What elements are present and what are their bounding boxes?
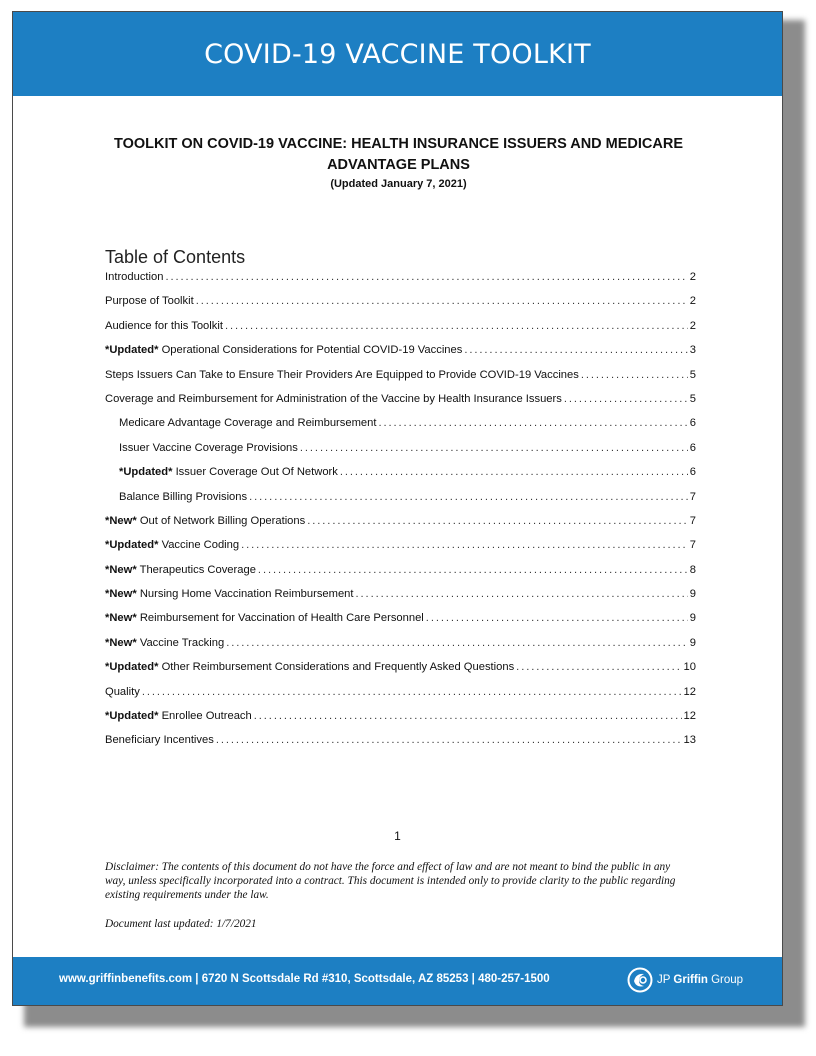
toc-entry-text: Nursing Home Vaccination Reimbursement: [136, 588, 354, 601]
toc-entry-text: Introduction: [105, 271, 164, 283]
toc-entry[interactable]: [105, 393, 696, 417]
toc-entry[interactable]: [105, 320, 696, 344]
toc-entry-title: [105, 661, 514, 673]
toc-entry[interactable]: [105, 661, 696, 685]
toc-entry-page: 5: [689, 368, 696, 381]
toc-entry-title: [105, 588, 354, 600]
toc-entry-page: 7: [689, 490, 696, 503]
toc-entry-title: [105, 271, 163, 283]
toc-entry-text: Vaccine Tracking: [136, 636, 225, 649]
toc-entry-text: Beneficiary Incentives: [105, 734, 214, 747]
toc-entry-page: 6: [689, 466, 696, 479]
logo-suffix: Group: [707, 974, 744, 986]
toc-entry[interactable]: [105, 466, 696, 490]
toc-dot-leader: [426, 612, 688, 624]
toc-entry-text: Therapeutics Coverage: [136, 563, 256, 576]
toc-dot-leader: [226, 637, 688, 649]
toc-entry-text: Reimbursement for Vaccination of Health Care Personnel: [136, 612, 424, 625]
toc-entry-text: Vaccine Coding: [158, 539, 240, 552]
toc-heading: Table of Contents: [105, 247, 246, 267]
toc-entry-tag: *New*: [105, 563, 137, 576]
toc-entry[interactable]: [105, 612, 696, 636]
toc-entry-page: 7: [689, 539, 696, 552]
toc-dot-leader: [581, 369, 688, 381]
toc-entry-tag: *New*: [105, 612, 137, 625]
logo-brand: Griffin: [673, 974, 708, 986]
toc-entry-page: 5: [689, 392, 696, 405]
toc-entry-title: [119, 417, 376, 429]
toc-entry-title: [105, 710, 252, 722]
toc-entry-page: 6: [689, 417, 696, 430]
toc-entry-title: [119, 491, 247, 503]
toc-entry[interactable]: [105, 734, 696, 758]
toc-dot-leader: [165, 271, 687, 283]
toc-entry[interactable]: [105, 344, 696, 368]
toc-entry-text: Issuer Coverage Out Of Network: [172, 466, 338, 479]
toc-entry-text: Enrollee Outreach: [158, 710, 252, 723]
toc-entry-page: 7: [689, 514, 696, 527]
toc-dot-leader: [249, 491, 688, 503]
toc-dot-leader: [564, 393, 688, 405]
toc-entry-tag: *New*: [105, 588, 137, 601]
toc-entry[interactable]: [105, 588, 696, 612]
company-logo: [627, 967, 743, 993]
toc-entry-title: [105, 734, 214, 746]
toc-dot-leader: [254, 710, 682, 722]
toc-entry-page: 8: [689, 563, 696, 576]
toc-dot-leader: [225, 320, 688, 332]
toc-entry[interactable]: [105, 539, 696, 563]
toc-entry[interactable]: [105, 417, 696, 441]
toc-entry-text: Medicare Advantage Coverage and Reimbursement: [119, 417, 377, 430]
document-title: TOOLKIT ON COVID-19 VACCINE: HEALTH INSURANCE ISSUERS AND MEDICARE ADVANTAGE PLANS: [113, 136, 684, 173]
toc-entry-text: Balance Billing Provisions: [119, 490, 248, 503]
toc-entry-text: Coverage and Reimbursement for Administration of the Vaccine by Health Insurance Issuers: [105, 392, 562, 405]
toc-entry-text: Issuer Vaccine Coverage Provisions: [119, 441, 298, 454]
table-of-contents: [105, 271, 696, 759]
toc-entry[interactable]: [105, 491, 696, 515]
toc-entry-title: [105, 320, 223, 332]
toc-dot-leader: [241, 539, 688, 551]
toc-entry-title: [119, 466, 338, 478]
toc-dot-leader: [307, 515, 688, 527]
toc-dot-leader: [516, 661, 681, 673]
toc-entry-title: [105, 612, 424, 624]
toc-entry-title: [105, 539, 239, 551]
toc-entry-page: 2: [689, 319, 696, 332]
footer-banner: [13, 957, 782, 1005]
toc-dot-leader: [216, 734, 682, 746]
toc-entry-page: 3: [689, 344, 696, 357]
toc-entry-text: Audience for this Toolkit: [105, 319, 223, 332]
toc-entry-tag: *New*: [105, 636, 137, 649]
logo-wordmark: [657, 974, 743, 986]
toc-entry-text: Quality: [105, 685, 140, 698]
toc-entry-page: 9: [689, 612, 696, 625]
last-updated-text: Document last updated: 1/7/2021: [105, 918, 257, 930]
toc-entry[interactable]: [105, 564, 696, 588]
document-title-block: [73, 134, 724, 192]
toc-dot-leader: [142, 686, 682, 698]
toc-entry-page: 9: [689, 588, 696, 601]
toc-entry-page: 6: [689, 441, 696, 454]
toc-entry[interactable]: [105, 295, 696, 319]
toc-entry-title: [105, 686, 140, 698]
document-page: [12, 11, 783, 1006]
toc-entry-page: 12: [683, 710, 696, 723]
toc-entry-tag: *Updated*: [105, 344, 159, 357]
toc-dot-leader: [356, 588, 688, 600]
toc-entry-title: [105, 564, 256, 576]
toc-entry-page: 9: [689, 636, 696, 649]
toc-entry-title: [105, 369, 579, 381]
toc-entry-text: Operational Considerations for Potential COVID-19 Vaccines: [158, 344, 463, 357]
toc-entry-tag: *Updated*: [119, 466, 173, 479]
toc-entry-page: 13: [683, 734, 696, 747]
toc-entry-page: 2: [689, 295, 696, 308]
toc-entry[interactable]: [105, 686, 696, 710]
toc-entry-page: 2: [689, 271, 696, 283]
banner-title: COVID-19 VACCINE TOOLKIT: [204, 38, 591, 70]
toc-entry-page: 12: [683, 685, 696, 698]
toc-entry-text: Purpose of Toolkit: [105, 295, 194, 308]
toc-entry-tag: *New*: [105, 514, 137, 527]
logo-prefix: JP: [657, 974, 674, 986]
document-updated-date: (Updated January 7, 2021): [330, 178, 467, 190]
toc-entry-title: [105, 637, 224, 649]
footer-contact: www.griffinbenefits.com | 6720 N Scottsdale Rd #310, Scottsdale, AZ 85253 | 480-257-1500: [59, 973, 550, 985]
toc-entry-title: [119, 442, 298, 454]
toc-entry-title: [105, 295, 194, 307]
toc-entry-title: [105, 515, 305, 527]
toc-dot-leader: [300, 442, 688, 454]
toc-entry-tag: *Updated*: [105, 710, 159, 723]
page-number: 1: [394, 829, 401, 843]
toc-entry-text: Steps Issuers Can Take to Ensure Their Providers Are Equipped to Provide COVID-19 Vaccines: [105, 368, 579, 381]
toc-entry-text: Other Reimbursement Considerations and Frequently Asked Questions: [158, 661, 515, 674]
toc-dot-leader: [196, 295, 688, 307]
disclaimer-text: Disclaimer: The contents of this document do not have the force and effect of law and are not meant to bind the public in any way, unless specifically incorporated into a contract. This document is intended only to provide clarity to the public regarding existing requirements under the law.: [105, 861, 676, 901]
toc-entry[interactable]: [105, 710, 696, 734]
toc-entry-text: Out of Network Billing Operations: [136, 514, 306, 527]
toc-dot-leader: [258, 564, 688, 576]
toc-dot-leader: [378, 417, 687, 429]
toc-entry[interactable]: [105, 369, 696, 393]
header-banner: [13, 12, 782, 96]
toc-entry-tag: *Updated*: [105, 539, 159, 552]
toc-entry[interactable]: [105, 515, 696, 539]
toc-entry[interactable]: [105, 271, 696, 295]
toc-dot-leader: [340, 466, 688, 478]
griffin-group-logo-icon: [627, 967, 653, 993]
toc-dot-leader: [464, 344, 687, 356]
toc-entry-page: 10: [683, 661, 696, 674]
toc-entry-title: [105, 344, 462, 356]
toc-entry-tag: *Updated*: [105, 661, 159, 674]
toc-entry[interactable]: [105, 637, 696, 661]
toc-entry[interactable]: [105, 442, 696, 466]
toc-entry-title: [105, 393, 562, 405]
